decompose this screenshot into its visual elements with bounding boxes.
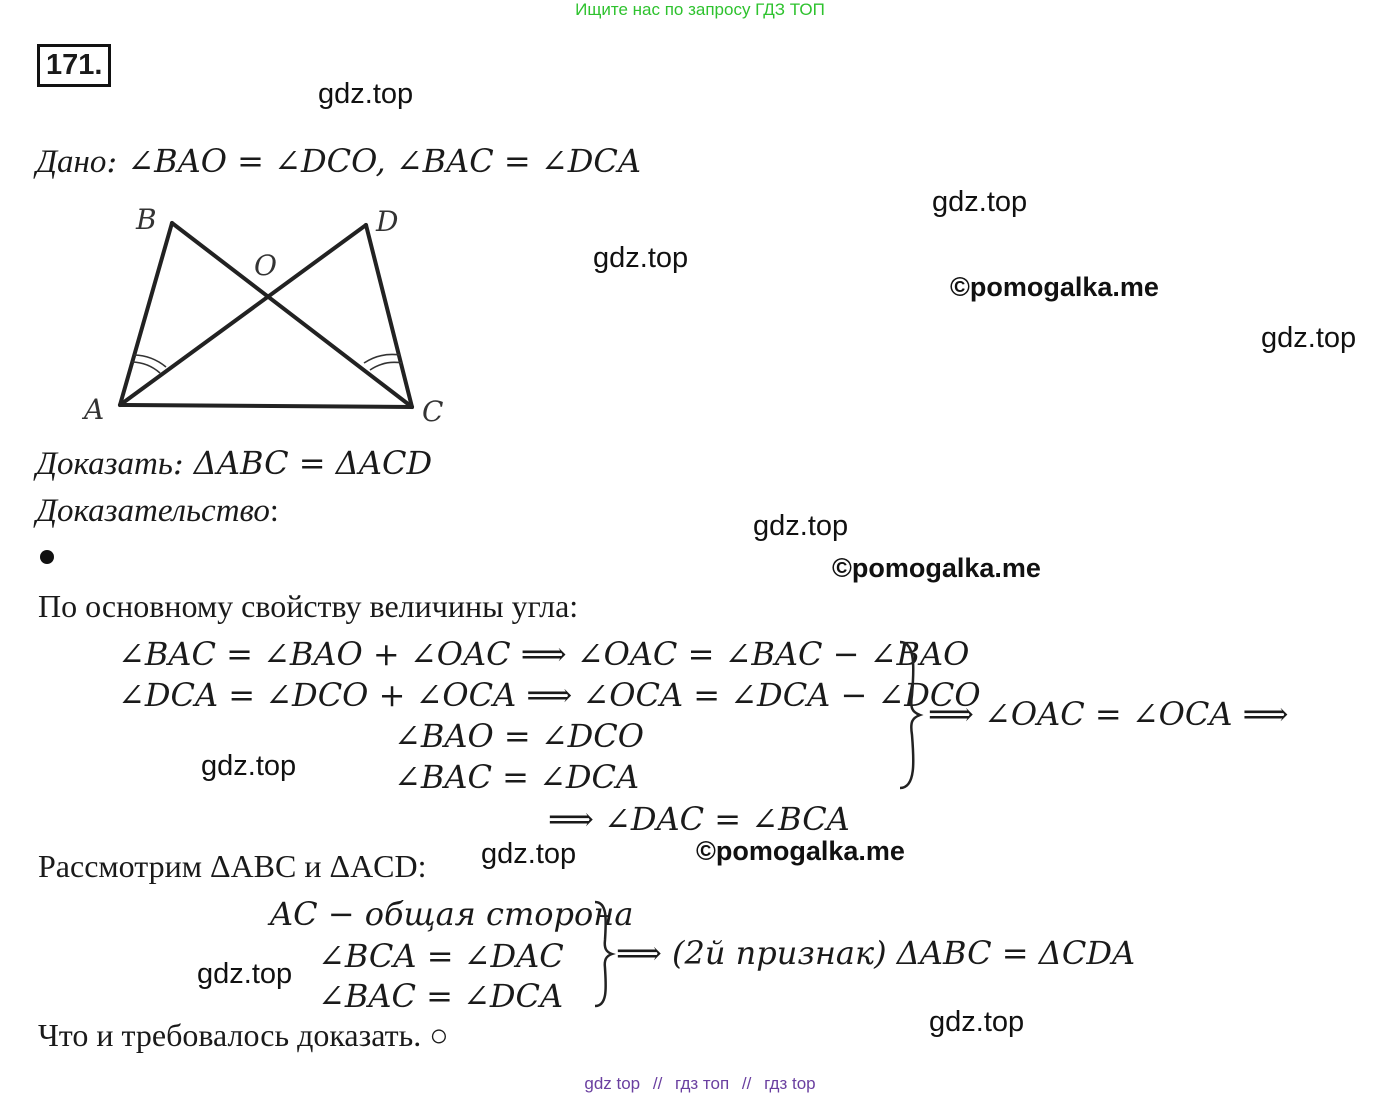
segment-ac xyxy=(120,405,412,407)
right-brace xyxy=(592,900,618,1008)
proof-heading xyxy=(36,492,279,530)
proof-label: Доказательство xyxy=(36,493,270,529)
segment-bc xyxy=(172,223,412,407)
prove-label: Доказать xyxy=(36,446,173,482)
footer-separator: // xyxy=(652,1074,663,1093)
step2-line3: ∠BAC = ∠DCA xyxy=(318,977,564,1015)
watermark-pomogalka: ©pomogalka.me xyxy=(950,272,1159,302)
step1-line1: ∠BAC = ∠BAO + ∠OAC ⟹ ∠OAC = ∠BAC − ∠BAO xyxy=(118,635,970,673)
step1-intro: По основному свойству величины угла: xyxy=(38,588,579,624)
given-label: Дано xyxy=(36,144,107,180)
segment-ab xyxy=(120,223,172,405)
triangles-figure xyxy=(70,195,470,435)
watermark-gdz: gdz.top xyxy=(1261,322,1357,354)
footer-link[interactable]: гдз top xyxy=(764,1074,816,1093)
step2-line2: ∠BCA = ∠DAC xyxy=(318,937,564,975)
watermark-gdz: gdz.top xyxy=(753,510,849,542)
footer-separator: // xyxy=(741,1074,752,1093)
footer-links xyxy=(0,1074,1400,1094)
proof-colon: : xyxy=(269,492,279,528)
watermark-gdz: gdz.top xyxy=(481,838,577,870)
segment-ad xyxy=(120,225,366,405)
bullet-dot xyxy=(40,550,54,564)
watermark-gdz: gdz.top xyxy=(318,78,414,110)
label-a: A xyxy=(84,393,105,426)
footer-link[interactable]: gdz top xyxy=(584,1074,641,1093)
given-text: : ∠BAO = ∠DCO, ∠BAC = ∠DCA xyxy=(106,142,641,180)
watermark-pomogalka: ©pomogalka.me xyxy=(832,553,1041,583)
prove-line xyxy=(36,444,432,483)
step2-conclusion: ⟹ (2й признак) ΔABC = ΔCDA xyxy=(616,934,1136,972)
watermark-gdz: gdz.top xyxy=(929,1006,1025,1038)
step1-line3: ∠BAO = ∠DCO xyxy=(394,717,645,755)
step2-line1: AC − общая сторона xyxy=(270,895,634,933)
right-brace xyxy=(896,640,926,790)
step1-line2: ∠DCA = ∠DCO + ∠OCA ⟹ ∠OCA = ∠DCA − ∠DCO xyxy=(118,676,981,714)
label-c: C xyxy=(422,395,444,428)
watermark-pomogalka: ©pomogalka.me xyxy=(696,836,905,866)
footer-link[interactable]: гдз топ xyxy=(675,1074,730,1093)
step1-line4: ∠BAC = ∠DCA xyxy=(394,758,640,796)
watermark-gdz: gdz.top xyxy=(197,958,293,990)
prove-text: : ΔABC = ΔACD xyxy=(172,444,433,482)
qed-line: Что и требовалось доказать. ○ xyxy=(38,1017,449,1053)
watermark-gdz: gdz.top xyxy=(932,186,1028,218)
segment-dc xyxy=(366,225,412,407)
label-d: D xyxy=(376,205,399,238)
problem-number: 171. xyxy=(37,44,111,87)
watermark-gdz: gdz.top xyxy=(201,750,297,782)
step1-final: ⟹ ∠DAC = ∠BCA xyxy=(548,800,850,838)
angle-arc-a xyxy=(134,355,166,367)
angle-arc-a xyxy=(132,362,160,373)
step1-conclusion: ⟹ ∠OAC = ∠OCA ⟹ xyxy=(928,695,1289,733)
given-line xyxy=(36,142,641,181)
label-o: O xyxy=(254,249,277,282)
watermark-gdz: gdz.top xyxy=(593,242,689,274)
label-b: B xyxy=(136,203,157,236)
top-banner: Ищите нас по запросу ГДЗ ТОП xyxy=(575,0,825,19)
angle-arc-c xyxy=(370,362,402,370)
step2-intro: Рассмотрим ΔABC и ΔACD: xyxy=(38,848,427,884)
